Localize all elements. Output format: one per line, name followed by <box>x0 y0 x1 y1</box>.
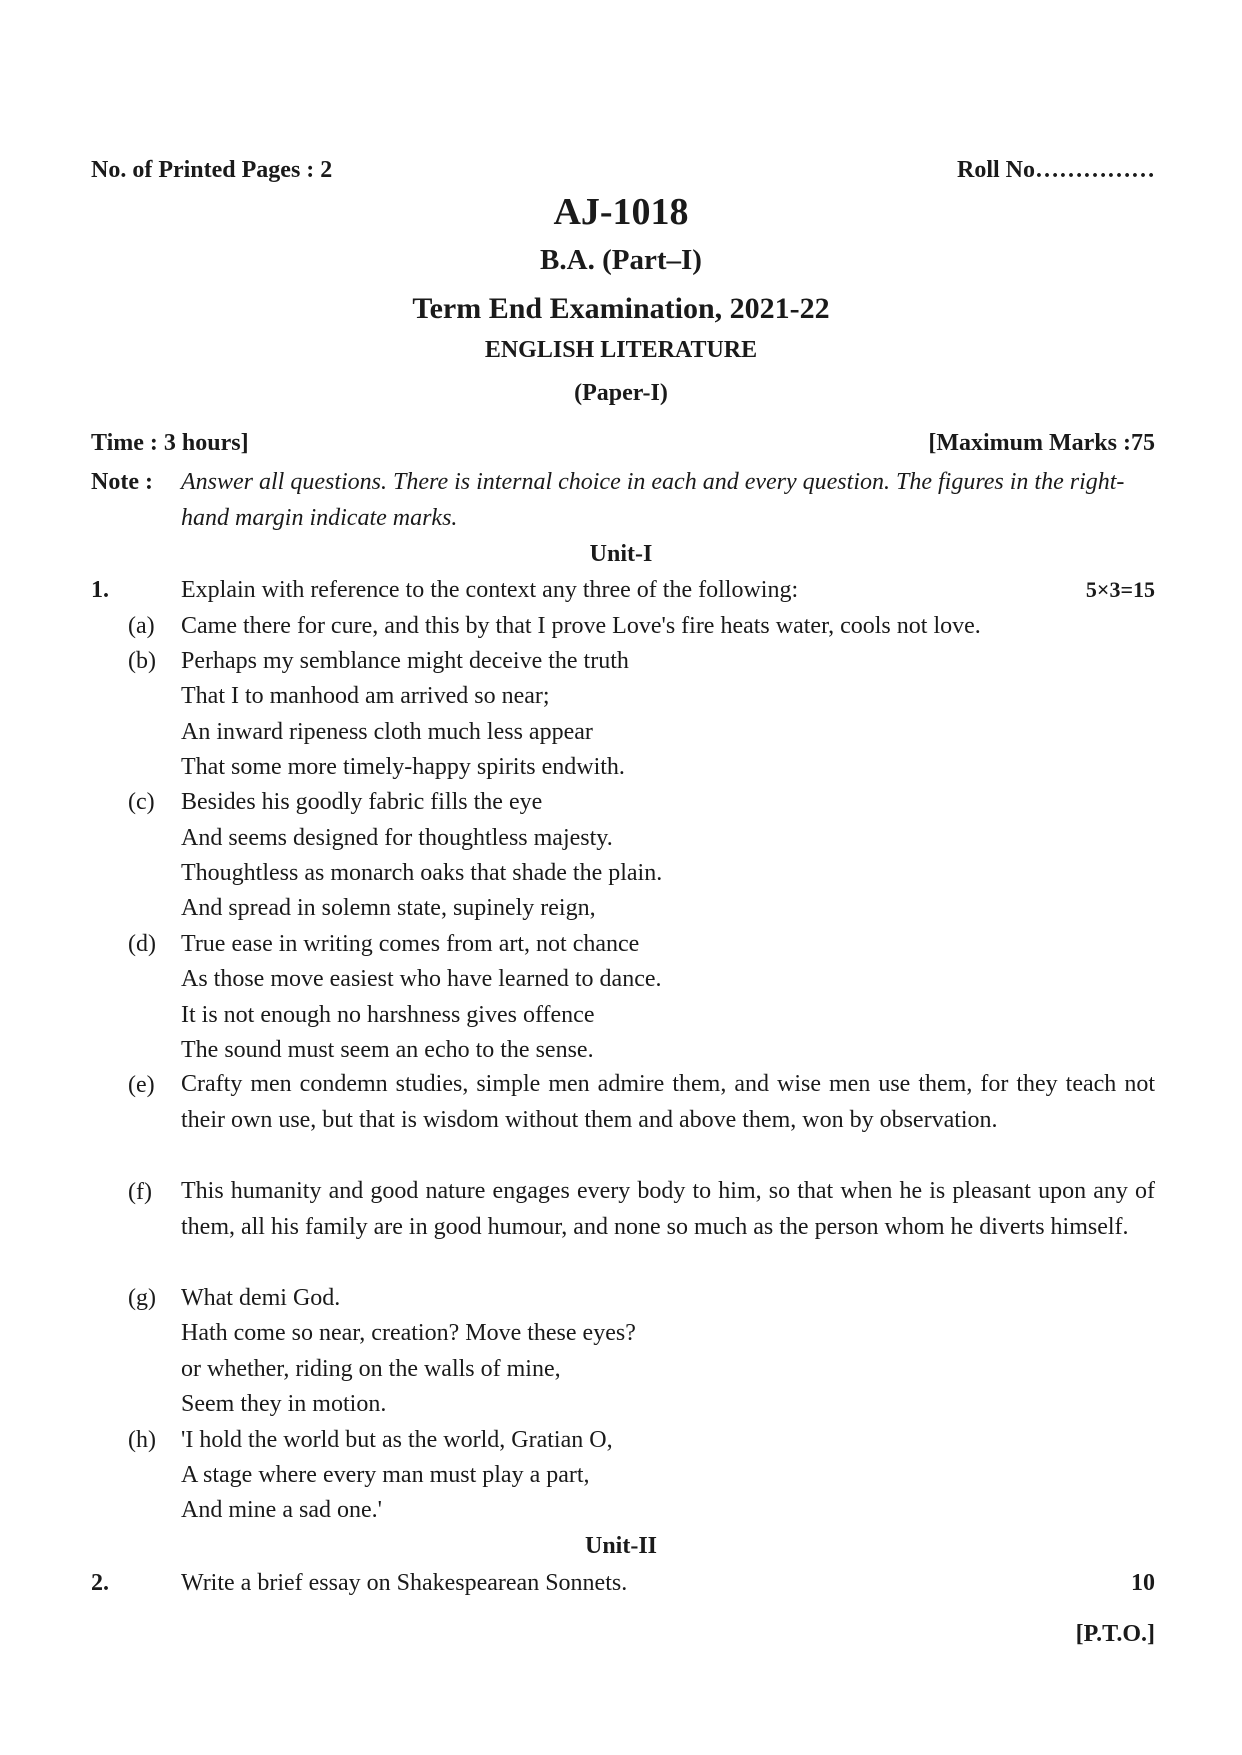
note-label: Note : <box>91 469 153 495</box>
item-label: (c) <box>128 789 155 815</box>
item-line: Hath come so near, creation? Move these eyes? <box>181 1320 636 1346</box>
item-label: (h) <box>128 1427 156 1453</box>
item-line: Seem they in motion. <box>181 1391 387 1417</box>
roll-number: Roll No…………… <box>957 157 1155 183</box>
question-2-text: Write a brief essay on Shakespearean Sonnets. <box>181 1570 628 1596</box>
item-label: (b) <box>128 648 156 674</box>
item-label: (a) <box>128 613 155 639</box>
please-turn-over: [P.T.O.] <box>1075 1621 1155 1647</box>
item-line: 'I hold the world but as the world, Gratian O, <box>181 1427 613 1453</box>
printed-pages: No. of Printed Pages : 2 <box>91 157 333 183</box>
item-line: True ease in writing comes from art, not chance <box>181 931 640 957</box>
item-line: Came there for cure, and this by that I prove Love's fire heats water, cools not love. <box>181 613 981 639</box>
paper-number: (Paper-I) <box>574 380 668 406</box>
item-line: What demi God. <box>181 1285 341 1311</box>
item-label: (f) <box>128 1179 152 1205</box>
item-line: It is not enough no harshness gives offence <box>181 1002 595 1028</box>
item-line: And spread in solemn state, supinely reign, <box>181 895 596 921</box>
paper-code: AJ-1018 <box>553 191 689 233</box>
item-line: And seems designed for thoughtless majesty. <box>181 825 613 851</box>
unit-2-heading: Unit-II <box>584 1533 657 1559</box>
item-line: An inward ripeness cloth much less appear <box>181 719 593 745</box>
item-label: (g) <box>128 1285 156 1311</box>
question-2-number: 2. <box>91 1570 109 1596</box>
course-title: B.A. (Part–I) <box>540 244 702 276</box>
note-text: Answer all questions. There is internal choice in each and every question. The figures in the right-hand margin indicate marks. <box>181 469 1125 531</box>
time-allowed: Time : 3 hours] <box>91 430 249 456</box>
item-line: The sound must seem an echo to the sense. <box>181 1037 594 1063</box>
item-line: And mine a sad one.' <box>181 1497 382 1523</box>
item-line: That some more timely-happy spirits endwith. <box>181 754 625 780</box>
item-paragraph: This humanity and good nature engages every body to him, so that when he is pleasant upon any of them, all his family are in good humour, and none so much as the person whom he diverts himself. <box>181 1178 1155 1240</box>
item-paragraph: Crafty men condemn studies, simple men admire them, and wise men use them, for they teach not their own use, but that is wisdom without them and above them, won by observation. <box>181 1071 1155 1133</box>
item-line: That I to manhood am arrived so near; <box>181 683 550 709</box>
question-1-marks: 5×3=15 <box>1085 577 1155 602</box>
item-label: (e) <box>128 1072 155 1098</box>
question-2-marks: 10 <box>1131 1570 1155 1596</box>
item-label: (d) <box>128 931 156 957</box>
question-1-number: 1. <box>91 577 109 603</box>
unit-1-heading: Unit-I <box>589 541 653 567</box>
exam-title: Term End Examination, 2021-22 <box>412 292 830 325</box>
item-line: Thoughtless as monarch oaks that shade the plain. <box>181 860 663 886</box>
maximum-marks: [Maximum Marks :75 <box>928 430 1155 456</box>
item-line: Perhaps my semblance might deceive the truth <box>181 648 629 674</box>
subject-title: ENGLISH LITERATURE <box>484 337 758 363</box>
question-1-text: Explain with reference to the context any three of the following: <box>181 577 799 603</box>
item-line: A stage where every man must play a part, <box>181 1462 590 1488</box>
item-line: As those move easiest who have learned to dance. <box>181 966 662 992</box>
item-line: Besides his goodly fabric fills the eye <box>181 789 543 815</box>
item-line: or whether, riding on the walls of mine, <box>181 1356 561 1382</box>
